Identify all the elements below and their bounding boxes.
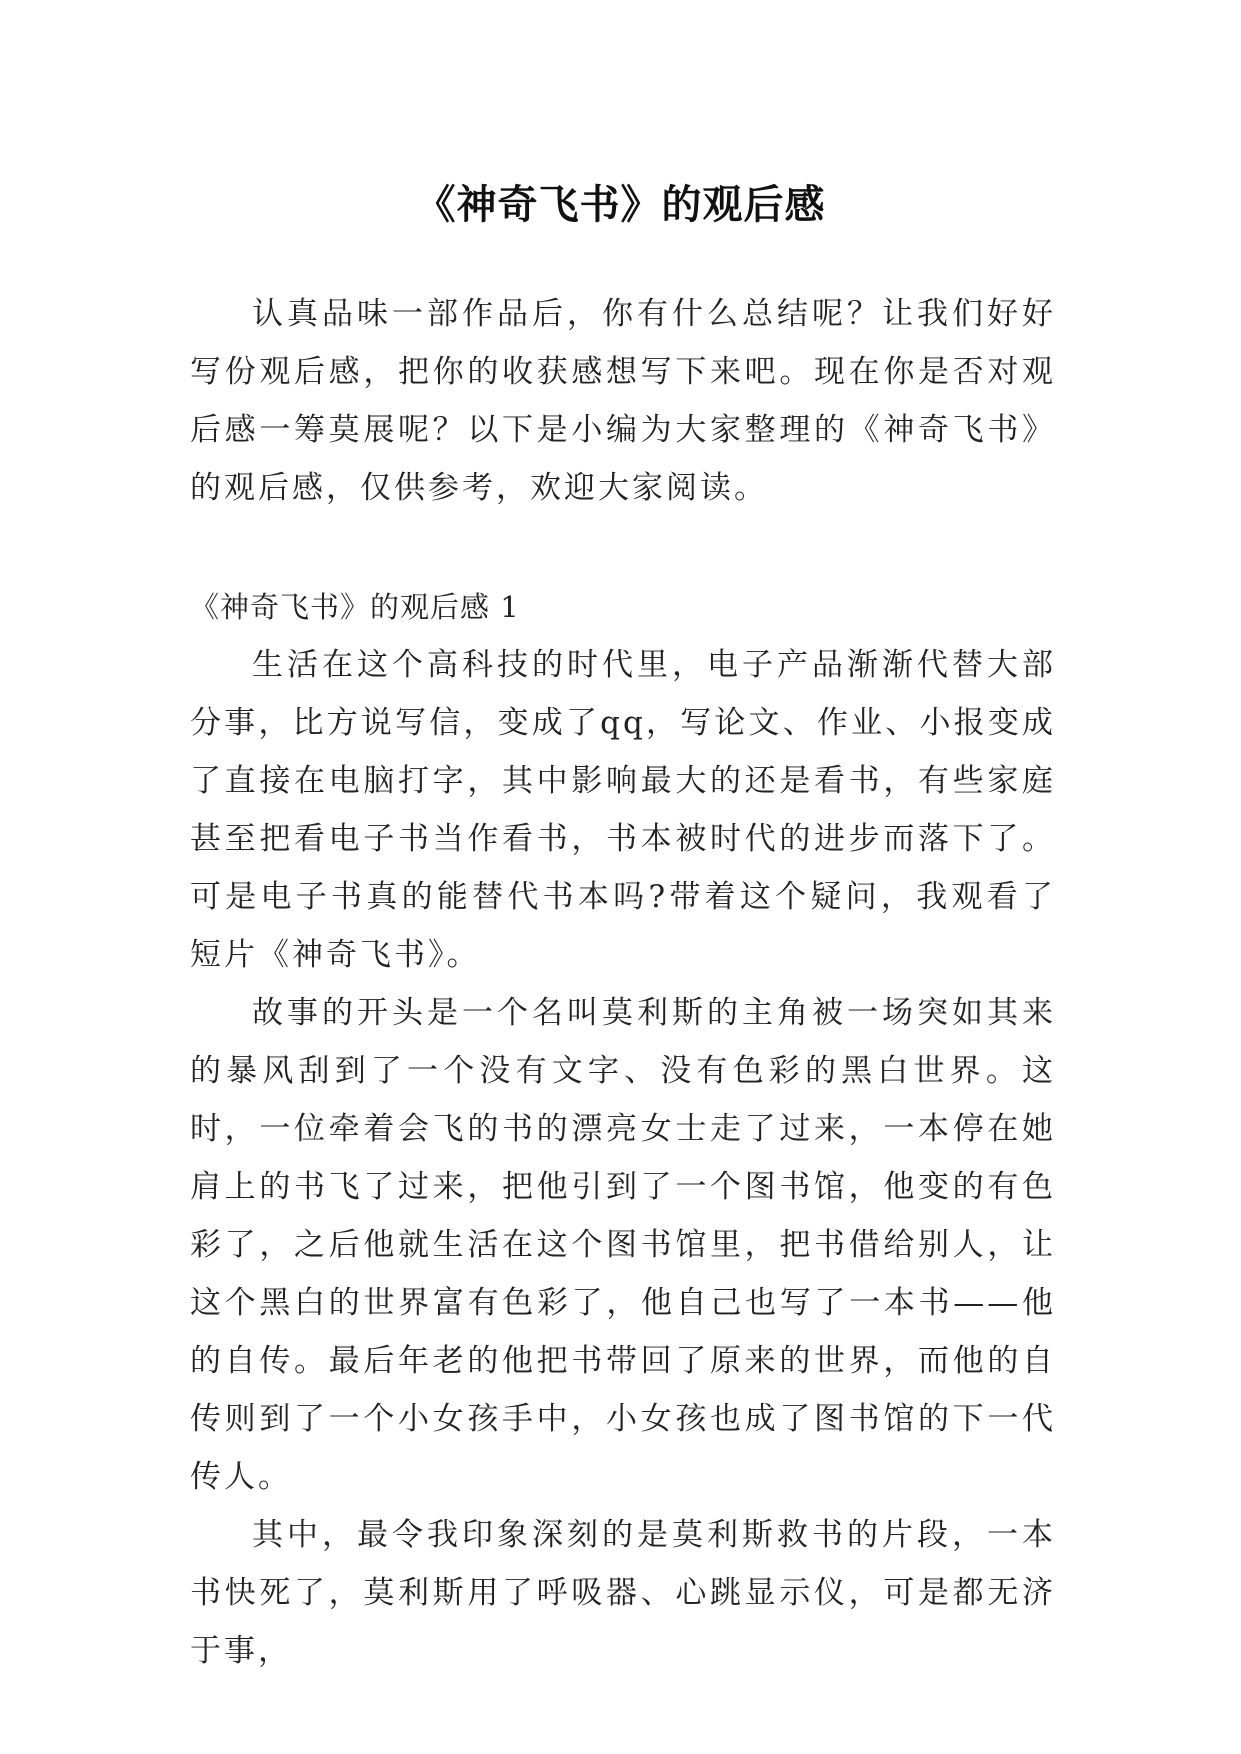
article-paragraph: 生活在这个高科技的时代里，电子产品渐渐代替大部分事，比方说写信，变成了qq，写论文、作业、小报变成了直接在电脑打字，其中影响最大的还是看书，有些家庭甚至把看电子书当作看书，书本被时代的进步而落下了。可是电子书真的能替代书本吗?带着这个疑问，我观看了短片《神奇飞书》。 [190,647,1056,973]
article-paragraph: 其中，最令我印象深刻的是莫利斯救书的片段，一本书快死了，莫利斯用了呼吸器、心跳显示仪，可是都无济于事， [190,1517,1056,1669]
section-heading: 《神奇飞书》的观后感 1 [190,590,520,624]
intro-paragraph: 认真品味一部作品后，你有什么总结呢？让我们好好写份观后感，把你的收获感想写下来吧。现在你是否对观后感一筹莫展呢？以下是小编为大家整理的《神奇飞书》的观后感，仅供参考，欢迎大家阅读。 [190,296,1056,506]
article-paragraph: 故事的开头是一个名叫莫利斯的主角被一场突如其来的暴风刮到了一个没有文字、没有色彩的黑白世界。这时，一位牵着会飞的书的漂亮女士走了过来，一本停在她肩上的书飞了过来，把他引到了一个图书馆，他变的有色彩了，之后他就生活在这个图书馆里，把书借给别人，让这个黑白的世界富有色彩了，他自己也写了一本书——他的自传。最后年老的他把书带回了原来的世界，而他的自传则到了一个小女孩手中，小女孩也成了图书馆的下一代传人。 [190,995,1056,1495]
article-body [190,636,1056,1680]
document-title: 《神奇飞书》的观后感 [415,180,826,228]
